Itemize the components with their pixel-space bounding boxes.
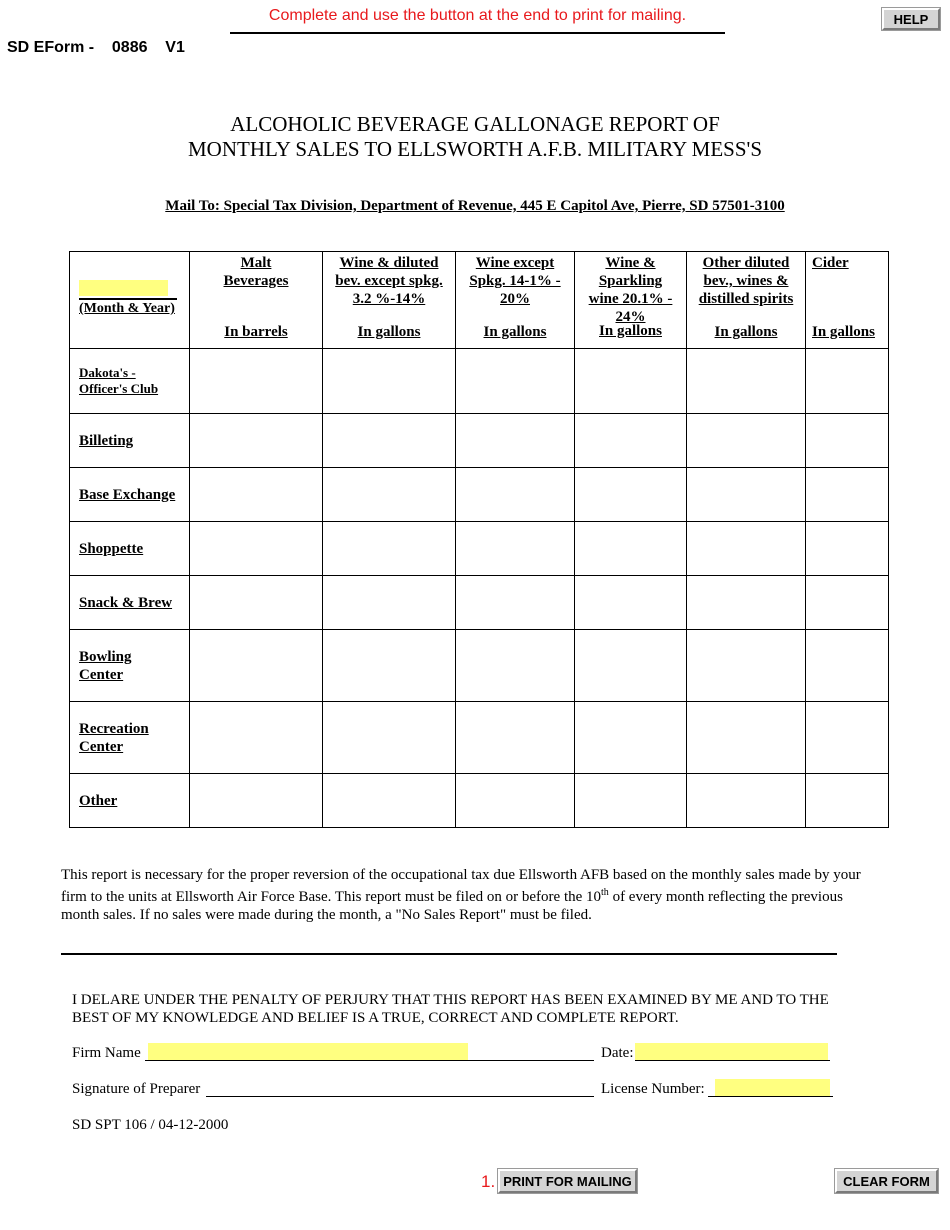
- month-year-header: [70, 252, 190, 349]
- entry-cell[interactable]: [190, 522, 323, 576]
- table-row: [70, 702, 889, 774]
- instruction-rule: [230, 32, 725, 34]
- column-header-cider: [806, 252, 889, 349]
- column-head: Cider: [812, 255, 849, 271]
- entry-cell[interactable]: [323, 630, 456, 702]
- table-row: [70, 468, 889, 522]
- table-row: [70, 630, 889, 702]
- entry-cell[interactable]: [190, 702, 323, 774]
- column-header-other-diluted: [687, 252, 806, 349]
- entry-cell[interactable]: [323, 468, 456, 522]
- column-unit: In gallons: [812, 324, 875, 340]
- firm-name-label: Firm Name: [72, 1045, 141, 1061]
- column-header-sparkling: [575, 252, 687, 349]
- entry-cell[interactable]: [806, 576, 889, 630]
- license-highlight: [715, 1079, 830, 1096]
- title-line-2: MONTHLY SALES TO ELLSWORTH A.F.B. MILITARY MESS'S: [187, 137, 763, 161]
- signature-line: [206, 1079, 594, 1097]
- entry-cell[interactable]: [190, 414, 323, 468]
- notice-text-1: This report is necessary for the proper reversion of the occupational tax due Ellsworth AFB based on the monthly sales made by your firm to the units at Ellsworth Air Force Base. This report must be filed on or before the 10: [61, 867, 861, 905]
- entry-cell[interactable]: [456, 774, 575, 828]
- entry-cell[interactable]: [456, 630, 575, 702]
- entry-cell[interactable]: [806, 414, 889, 468]
- perjury-declaration: I DELARE UNDER THE PENALTY OF PERJURY THAT THIS REPORT HAS BEEN EXAMINED BY ME AND TO THE BEST OF MY KNOWLEDGE AND BELIEF IS A TRUE, CORRECT AND COMPLETE REPORT.: [72, 992, 829, 1026]
- table-row: [70, 349, 889, 414]
- notice-text-2: of every month reflecting the previous month sales. If no sales were made during the month, a "No Sales Report" must be filed.: [61, 889, 843, 923]
- firm-name-field[interactable]: [145, 1043, 594, 1061]
- entry-cell[interactable]: [456, 576, 575, 630]
- row-label: Bowling Center: [70, 630, 190, 702]
- entry-cell[interactable]: [575, 349, 687, 414]
- entry-cell[interactable]: [687, 522, 806, 576]
- print-for-mailing-button[interactable]: PRINT FOR MAILING: [498, 1169, 637, 1193]
- entry-cell[interactable]: [190, 774, 323, 828]
- entry-cell[interactable]: [575, 702, 687, 774]
- entry-cell[interactable]: [323, 774, 456, 828]
- section-divider: [61, 953, 837, 955]
- notice-superscript: th: [601, 887, 609, 898]
- table-row: [70, 774, 889, 828]
- column-unit: In gallons: [483, 324, 547, 340]
- license-number-label: License Number:: [601, 1081, 705, 1097]
- column-header-wine-except-spkg: [456, 252, 575, 349]
- clear-form-button[interactable]: CLEAR FORM: [835, 1169, 938, 1193]
- gallonage-table: [69, 251, 889, 828]
- entry-cell[interactable]: [806, 630, 889, 702]
- entry-cell[interactable]: [323, 702, 456, 774]
- entry-cell[interactable]: [806, 774, 889, 828]
- month-year-field[interactable]: [79, 280, 168, 296]
- entry-cell[interactable]: [575, 468, 687, 522]
- print-instruction: Complete and use the button at the end to print for mailing.: [268, 7, 687, 24]
- column-header-malt: [190, 252, 323, 349]
- entry-cell[interactable]: [323, 576, 456, 630]
- entry-cell[interactable]: [687, 349, 806, 414]
- table-row: [70, 522, 889, 576]
- date-highlight: [635, 1043, 828, 1060]
- entry-cell[interactable]: [456, 414, 575, 468]
- row-label: Dakota's - Officer's Club: [70, 349, 190, 414]
- entry-cell[interactable]: [806, 349, 889, 414]
- entry-cell[interactable]: [687, 468, 806, 522]
- entry-cell[interactable]: [323, 414, 456, 468]
- date-field[interactable]: [635, 1043, 830, 1061]
- column-unit: In barrels: [224, 324, 288, 340]
- entry-cell[interactable]: [687, 774, 806, 828]
- entry-cell[interactable]: [456, 468, 575, 522]
- column-head: Wine except Spkg. 14-1% - 20%: [469, 255, 561, 307]
- entry-cell[interactable]: [687, 630, 806, 702]
- month-year-label: (Month & Year): [79, 301, 175, 316]
- column-unit: In gallons: [599, 323, 662, 339]
- entry-cell[interactable]: [806, 468, 889, 522]
- row-label: Snack & Brew: [70, 576, 190, 630]
- entry-cell[interactable]: [575, 576, 687, 630]
- entry-cell[interactable]: [456, 349, 575, 414]
- license-number-field[interactable]: [708, 1079, 833, 1097]
- filing-notice: [61, 866, 861, 924]
- entry-cell[interactable]: [190, 630, 323, 702]
- entry-cell[interactable]: [806, 702, 889, 774]
- entry-cell[interactable]: [190, 468, 323, 522]
- column-head: Malt Beverages: [223, 255, 289, 289]
- entry-cell[interactable]: [687, 414, 806, 468]
- entry-cell[interactable]: [190, 349, 323, 414]
- report-title: [0, 112, 950, 162]
- form-id: SD EForm - 0886 V1: [7, 39, 185, 56]
- entry-cell[interactable]: [323, 522, 456, 576]
- row-label: Billeting: [70, 414, 190, 468]
- column-head: Wine & Sparkling wine 20.1% - 24%: [588, 255, 673, 325]
- entry-cell[interactable]: [190, 576, 323, 630]
- help-button[interactable]: HELP: [882, 8, 940, 30]
- entry-cell[interactable]: [575, 630, 687, 702]
- column-unit: In gallons: [714, 324, 778, 340]
- column-head: Wine & diluted bev. except spkg. 3.2 %-14%: [335, 255, 443, 307]
- column-header-wine-diluted: [323, 252, 456, 349]
- form-code: SD SPT 106 / 04-12-2000: [72, 1117, 229, 1133]
- entry-cell[interactable]: [687, 576, 806, 630]
- title-line-1: ALCOHOLIC BEVERAGE GALLONAGE REPORT OF: [230, 112, 720, 136]
- table-row: [70, 576, 889, 630]
- entry-cell[interactable]: [575, 522, 687, 576]
- entry-cell[interactable]: [575, 414, 687, 468]
- column-head: Other diluted bev., wines & distilled spirits: [698, 255, 794, 307]
- entry-cell[interactable]: [456, 522, 575, 576]
- row-label: Shoppette: [70, 522, 190, 576]
- entry-cell[interactable]: [456, 702, 575, 774]
- row-label: Other: [70, 774, 190, 828]
- date-label: Date:: [601, 1045, 634, 1061]
- entry-cell[interactable]: [575, 774, 687, 828]
- entry-cell[interactable]: [806, 522, 889, 576]
- table-row: [70, 414, 889, 468]
- firm-name-highlight: [148, 1043, 468, 1060]
- mail-to-address: Mail To: Special Tax Division, Department of Revenue, 445 E Capitol Ave, Pierre, SD 57501-3100: [165, 198, 785, 214]
- entry-cell[interactable]: [323, 349, 456, 414]
- signature-label: Signature of Preparer: [72, 1081, 201, 1097]
- step-number: 1.: [481, 1172, 496, 1191]
- column-unit: In gallons: [357, 324, 421, 340]
- row-label: Base Exchange: [70, 468, 190, 522]
- row-label: Recreation Center: [70, 702, 190, 774]
- entry-cell[interactable]: [687, 702, 806, 774]
